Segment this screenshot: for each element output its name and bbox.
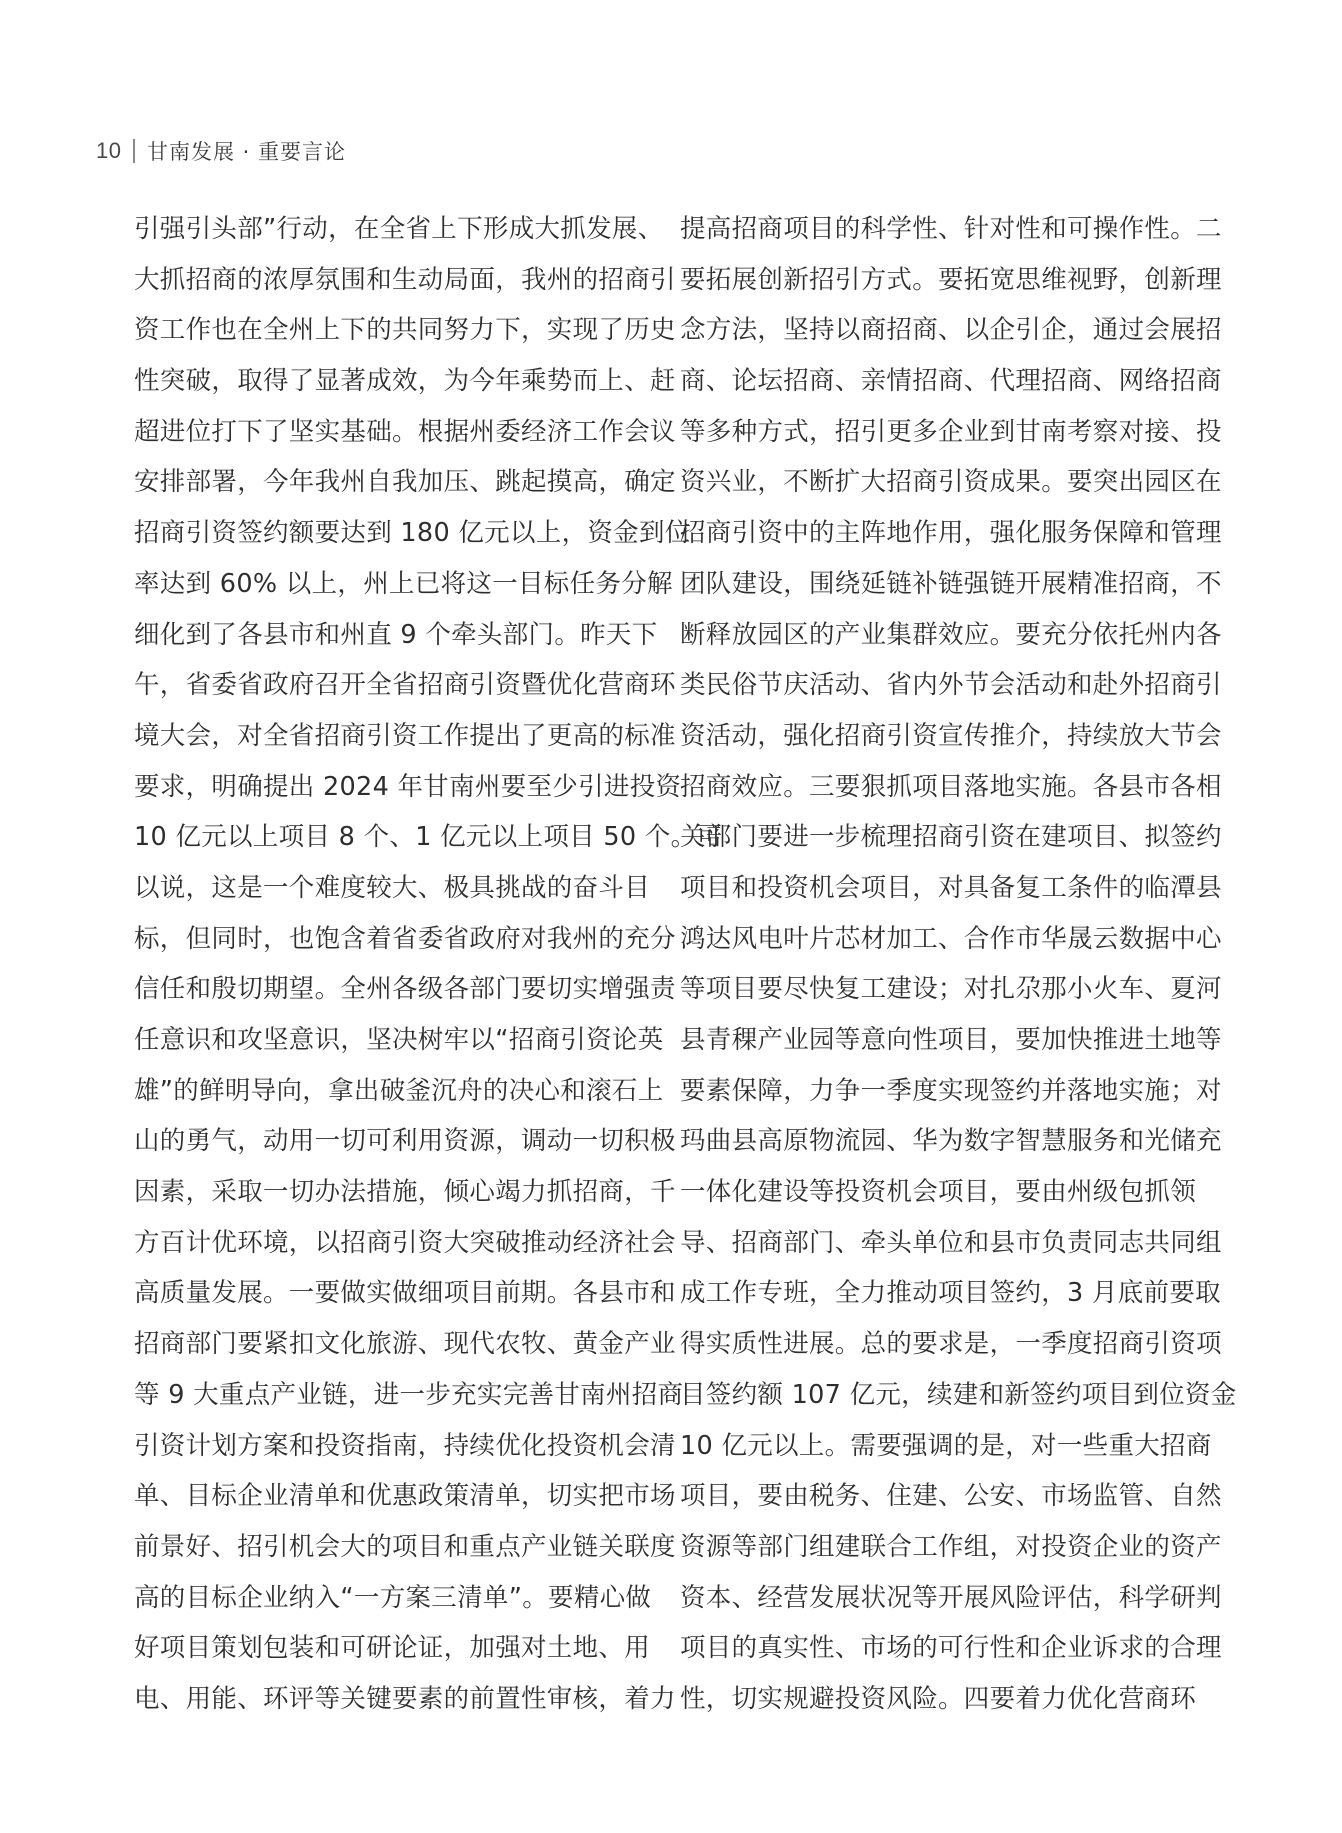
left-column-line: 山的勇气，动用一切可利用资源，调动一切积极 [134,1126,676,1157]
left-column-line: 以说，这是一个难度较大、极具挑战的奋斗目 [134,872,651,903]
right-column-line: 10 亿元以上。需要强调的是，对一些重大招商 [680,1430,1212,1461]
running-header [96,134,346,168]
left-column-line: 信任和殷切期望。全州各级各部门要切实增强责 [134,974,676,1005]
right-column-line: 得实质性进展。总的要求是，一季度招商引资项 [680,1329,1222,1360]
left-column-line: 高的目标企业纳入“一方案三清单”。要精心做 [134,1582,652,1613]
right-column-line: 鸿达风电叶片芯材加工、合作市华晟云数据中心 [680,923,1222,954]
left-column-line: 高质量发展。一要做实做细项目前期。各县市和 [134,1278,676,1309]
right-column-line: 资源等部门组建联合工作组，对投资企业的资产 [680,1531,1222,1562]
right-column-line: 资兴业，不断扩大招商引资成果。要突出园区在 [680,467,1222,498]
right-column-line: 资本、经营发展状况等开展风险评估，科学研判 [680,1582,1222,1613]
left-column-line: 率达到 60% 以上，州上已将这一目标任务分解 [134,568,673,599]
left-column-line: 前景好、招引机会大的项目和重点产业链关联度 [134,1531,676,1562]
right-column-line: 一体化建设等投资机会项目，要由州级包抓领 [680,1177,1197,1208]
left-column-line: 标，但同时，也饱含着省委省政府对我州的充分 [134,923,676,954]
right-column-line: 商、论坛招商、亲情招商、代理招商、网络招商 [680,366,1222,397]
left-column-line: 细化到了各县市和州直 9 个牵头部门。昨天下 [134,619,658,650]
right-column-line: 成工作专班，全力推动项目签约，3 月底前要取 [680,1278,1221,1309]
left-column-line: 招商部门要紧扣文化旅游、现代农牧、黄金产业 [134,1329,676,1360]
left-column-line: 大抓招商的浓厚氛围和生动局面，我州的招商引 [134,264,676,295]
left-column-line: 雄”的鲜明导向，拿出破釜沉舟的决心和滚石上 [134,1075,664,1106]
right-column-line: 项目的真实性、市场的可行性和企业诉求的合理 [680,1633,1222,1664]
right-column-line: 性，切实规避投资风险。四要着力优化营商环 [680,1683,1197,1714]
left-column-line: 任意识和攻坚意识，坚决树牢以“招商引资论英 [134,1025,664,1055]
left-text-column [134,204,723,1725]
right-column-line: 团队建设，围绕延链补链强链开展精准招商，不 [680,568,1222,599]
right-column-line: 资活动，强化招商引资宣传推介，持续放大节会 [680,720,1222,751]
right-column-line: 要拓展创新招引方式。要拓宽思维视野，创新理 [680,264,1222,295]
left-column-line: 因素，采取一切办法措施，倾心竭力抓招商，千 [134,1177,676,1208]
left-column-line: 单、目标企业清单和优惠政策清单，切实把市场 [134,1481,676,1512]
left-column-line: 性突破，取得了显著成效，为今年乘势而上、赶 [134,366,676,397]
right-column-line: 类民俗节庆活动、省内外节会活动和赴外招商引 [680,670,1222,701]
right-column-line: 目签约额 107 亿元，续建和新签约项目到位资金 [680,1379,1237,1410]
left-column-line: 招商引资签约额要达到 180 亿元以上，资金到位 [134,518,691,549]
left-column-line: 10 亿元以上项目 8 个、1 亿元以上项目 50 个。可 [134,822,723,853]
right-column-line: 等多种方式，招引更多企业到甘南考察对接、投 [680,416,1222,447]
left-column-line: 引资计划方案和投资指南，持续优化投资机会清 [134,1430,676,1461]
left-column-line: 安排部署，今年我州自我加压、跳起摸高，确定 [134,467,676,498]
right-column-line: 念方法，坚持以商招商、以企引企，通过会展招 [680,315,1222,346]
right-column-line: 项目和投资机会项目，对具备复工条件的临潭县 [680,872,1222,903]
right-column-line: 关部门要进一步梳理招商引资在建项目、拟签约 [680,822,1222,853]
right-column-line: 提高招商项目的科学性、针对性和可操作性。二 [680,214,1222,244]
right-column-line: 等项目要尽快复工建设；对扎尕那小火车、夏河 [680,974,1222,1005]
right-column-line: 要素保障，力争一季度实现签约并落地实施；对 [680,1075,1222,1106]
right-column-line: 县青稞产业园等意向性项目，要加快推进土地等 [680,1025,1222,1055]
right-text-column [680,204,1237,1725]
page-number: 10 [96,138,122,163]
right-column-line: 断释放园区的产业集群效应。要充分依托州内各 [680,619,1222,650]
right-column-line: 玛曲县高原物流园、华为数字智慧服务和光储充 [680,1126,1222,1157]
left-column-line: 方百计优环境，以招商引资大突破推动经济社会 [134,1227,676,1258]
section-title: 甘南发展 · 重要言论 [146,140,347,164]
left-column-line: 要求，明确提出 2024 年甘南州要至少引进投资 [134,771,682,802]
right-column-line: 项目，要由税务、住建、公安、市场监管、自然 [680,1481,1222,1512]
right-column-line: 招商引资中的主阵地作用，强化服务保障和管理 [680,518,1222,549]
left-column-line: 午，省委省政府召开全省招商引资暨优化营商环 [134,670,676,701]
left-column-line: 好项目策划包装和可研论证，加强对土地、用 [134,1633,651,1664]
right-column-line: 招商效应。三要狠抓项目落地实施。各县市各相 [680,771,1222,802]
header-divider [133,139,135,163]
left-column-line: 引强引头部”行动，在全省上下形成大抓发展、 [134,214,664,244]
left-column-line: 超进位打下了坚实基础。根据州委经济工作会议 [134,416,676,447]
left-column-line: 电、用能、环评等关键要素的前置性审核，着力 [134,1683,676,1714]
left-column-line: 等 9 大重点产业链，进一步充实完善甘南州招商 [134,1379,684,1410]
left-column-line: 境大会，对全省招商引资工作提出了更高的标准 [134,720,676,751]
right-column-line: 导、招商部门、牵头单位和县市负责同志共同组 [680,1227,1222,1258]
left-column-line: 资工作也在全州上下的共同努力下，实现了历史 [134,315,676,346]
